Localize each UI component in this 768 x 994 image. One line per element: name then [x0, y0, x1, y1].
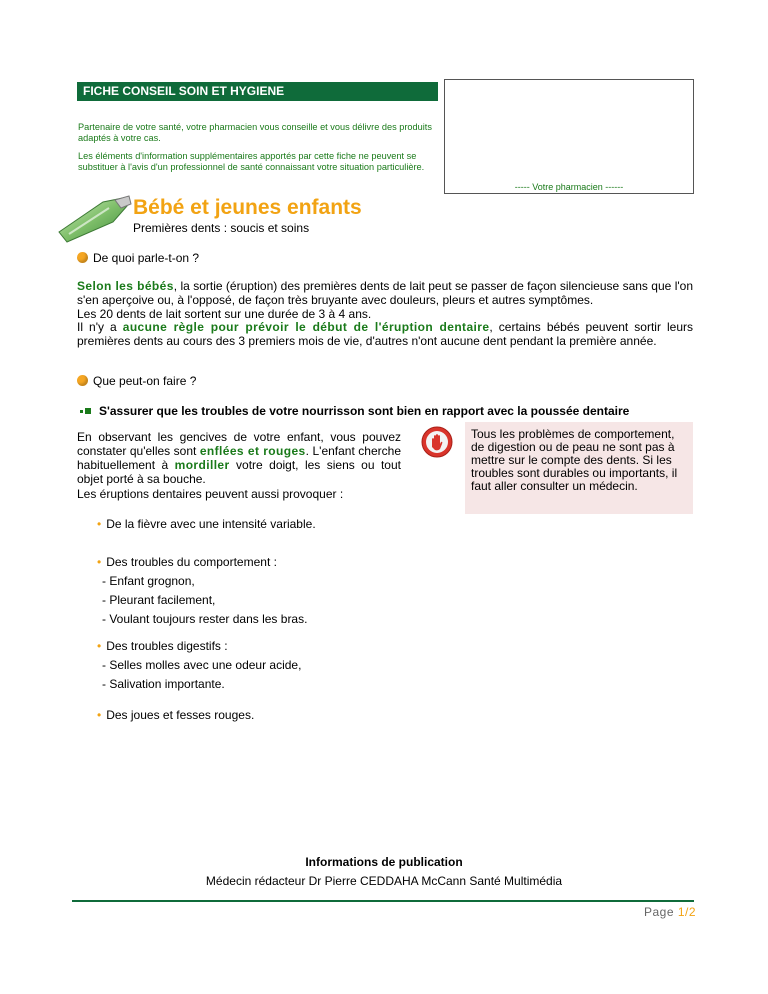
symptom-digestive: • Des troubles digestifs : - Selles molles avec une odeur acide, - Salivation importante.: [97, 639, 302, 691]
symptom-red-cheeks: • Des joues et fesses rouges.: [97, 708, 255, 722]
publication-author: Médecin rédacteur Dr Pierre CEDDAHA McCann Santé Multimédia: [205, 874, 563, 888]
section-heading-definition: De quoi parle-t-on ?: [77, 251, 199, 265]
definition-paragraph-2: Il n'y a aucune règle pour prévoir le début de l'éruption dentaire, certains bébés peuvent sortir leurs premières dents au cours des 3 premiers mois de vie, d'autres n'ont aucune dent pendant la première année.: [77, 320, 694, 348]
orange-bullet-icon: [77, 375, 88, 386]
keyword-aucune-regle: aucune règle pour prévoir le début de l'éruption dentaire: [122, 320, 490, 334]
yellow-bullet-icon: •: [97, 639, 102, 653]
square-bullet-icon: [85, 408, 91, 414]
intro-note: Partenaire de votre santé, votre pharmacien vous conseille et vous délivre des produits adaptés à votre cas.: [78, 122, 432, 143]
keyword-selon-les-bebes: Selon les bébés: [77, 279, 174, 293]
orange-bullet-icon: [77, 252, 88, 263]
page-number: Page 1/2: [644, 905, 697, 919]
publication-title: Informations de publication: [305, 855, 463, 869]
stop-hand-icon: [421, 426, 453, 458]
pharmacist-label: ----- Votre pharmacien ------: [514, 182, 624, 192]
pharmacist-stamp-box: [444, 79, 694, 194]
symptom-behaviour: • Des troubles du comportement : - Enfant grognon, - Pleurant facilement, - Voulant toujours rester dans les bras.: [97, 555, 308, 626]
page-title: Bébé et jeunes enfants: [133, 196, 362, 219]
keyword-mordiller: mordiller: [174, 458, 230, 472]
section-heading-actions: Que peut-on faire ?: [77, 374, 196, 388]
eruption-intro: Les éruptions dentaires peuvent aussi provoquer :: [77, 487, 344, 501]
disclaimer-note: Les éléments d'information supplémentaires apportés par cette fiche ne peuvent se substituer à l'avis d'un professionnel de santé connaissant votre situation particulière.: [78, 151, 425, 172]
cream-tube-icon: [55, 194, 133, 244]
yellow-bullet-icon: •: [97, 555, 102, 569]
small-square-icon: [80, 410, 83, 413]
page-subtitle: Premières dents : soucis et soins: [133, 221, 310, 235]
yellow-bullet-icon: •: [97, 517, 102, 531]
warning-box: Tous les problèmes de comportement, de digestion ou de peau ne sont pas à mettre sur le compte des dents. Si les troubles sont durables ou importants, il faut aller consulter un médecin.: [465, 422, 693, 514]
yellow-bullet-icon: •: [97, 708, 102, 722]
fiche-header-bar: FICHE CONSEIL SOIN ET HYGIENE: [77, 82, 438, 101]
footer-divider: [72, 900, 694, 902]
definition-paragraph-1: Selon les bébés, la sortie (éruption) des premières dents de lait peut se passer de façon silencieuse sans que l'on s'en aperçoive ou, à l'opposé, de façon très bruyante avec douleurs, pleurs et autres symptômes. Les 20 dents de lait sortent sur une durée de 3 à 4 ans.: [77, 279, 693, 321]
keyword-enflees-rouges: enflées et rouges: [199, 444, 306, 458]
symptom-fever: • De la fièvre avec une intensité variable.: [97, 517, 316, 531]
observation-text: En observant les gencives de votre enfant, vous pouvez constater qu'elles sont enflées et rouges. L'enfant cherche habituellement à mordiller votre doigt, les siens ou tout objet porté à sa bouche.: [77, 430, 401, 486]
actions-subheading: S'assurer que les troubles de votre nourrisson sont bien en rapport avec la poussée dentaire: [80, 404, 629, 418]
